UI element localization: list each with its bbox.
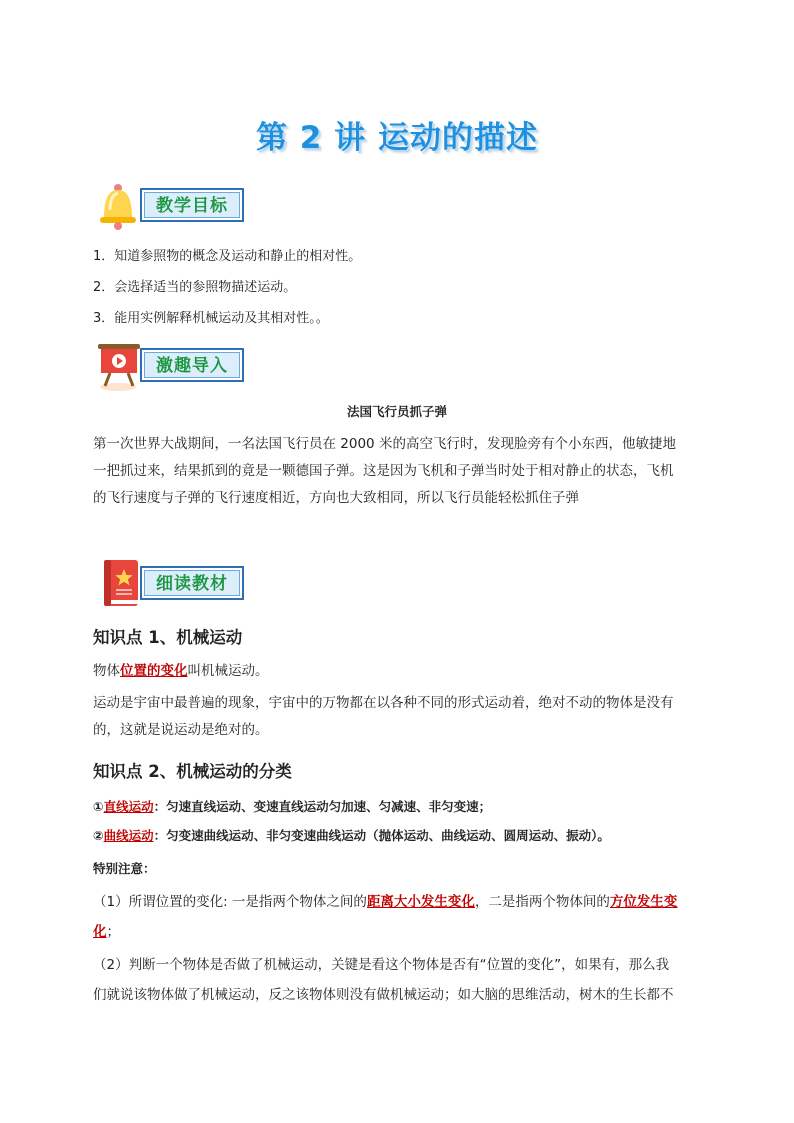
kp2-item-highlight: 曲线运动 — [103, 828, 154, 843]
kp2-note-highlight: 距离大小发生变化 — [366, 894, 475, 910]
kp2-note-text: （1）所谓位置的变化: 一是指两个物体之间的 — [93, 894, 367, 910]
goals-list — [93, 243, 705, 332]
section-header-reading — [96, 558, 266, 610]
section-header-goals — [96, 180, 266, 232]
kp2-note-highlight: 方位发生变 — [609, 894, 678, 910]
kp2-note-highlight: 化 — [93, 924, 107, 940]
story-line: 的飞行速度与子弹的飞行速度相近，方向也大致相同，所以飞行员能轻松抓住子弹 — [93, 490, 579, 506]
section-label-box — [140, 188, 244, 222]
kp2-item-number: ② — [93, 828, 104, 843]
kp1-def-text: 物体 — [93, 663, 120, 679]
kp2-note-line: （2）判断一个物体是否做了机械运动，关键是看这个物体是否有“位置的变化”，如果有，那么我 — [93, 957, 670, 973]
knowledge-point-1-heading: 知识点 1、机械运动 — [93, 628, 243, 647]
book-icon — [96, 558, 144, 610]
section-label-box — [140, 348, 244, 382]
kp1-def-text: 叫机械运动。 — [187, 663, 269, 679]
story-title: 法国飞行员抓子弹 — [346, 404, 447, 419]
section-label: 细读教材 — [144, 570, 240, 596]
kp1-definition — [93, 658, 705, 685]
goal-item: 3．能用实例解释机械运动及其相对性。。 — [93, 311, 329, 326]
section-label: 激趣导入 — [144, 352, 240, 378]
story-line: 第一次世界大战期间，一名法国飞行员在 2000 米的高空飞行时，发现脸旁有个小东西，他敏捷地 — [93, 436, 676, 452]
bell-icon — [96, 180, 144, 232]
kp2-note-1 — [93, 887, 705, 947]
kp2-item-number: ① — [93, 799, 104, 814]
story-line: 一把抓过来，结果抓到的竟是一颗德国子弹。这是因为飞机和子弹当时处于相对静止的状态，飞机 — [93, 463, 674, 479]
page-title: 第 2 讲 运动的描述 — [256, 120, 538, 156]
kp2-item-1 — [93, 793, 705, 820]
kp2-note-text: ； — [106, 924, 120, 940]
section-header-intro — [96, 340, 266, 392]
kp2-note-line: 们就说该物体做了机械运动，反之该物体则没有做机械运动；如大脑的思维活动，树木的生长都不 — [93, 987, 674, 1003]
kp1-line: 运动是宇宙中最普遍的现象，宇宙中的万物都在以各种不同的形式运动着，绝对不动的物体是没有 — [93, 695, 674, 711]
section-label: 教学目标 — [144, 192, 240, 218]
kp1-explanation — [93, 690, 705, 744]
kp2-item-text: ：匀速直线运动、变速直线运动匀加速、匀减速、非匀变速； — [153, 799, 492, 814]
kp1-def-highlight: 位置的变化 — [120, 663, 188, 679]
kp2-item-2 — [93, 822, 705, 849]
goal-item: 2．会选择适当的参照物描述运动。 — [93, 280, 297, 295]
section-label-box — [140, 566, 244, 600]
story-text — [93, 431, 705, 512]
kp2-note-label: 特别注意： — [93, 861, 156, 876]
presentation-board-icon — [96, 340, 144, 392]
kp2-note-2 — [93, 950, 705, 1010]
kp2-item-text: ：匀变速曲线运动、非匀变速曲线运动（抛体运动、曲线运动、圆周运动、振动）。 — [153, 828, 610, 843]
kp2-note-text: ，二是指两个物体间的 — [474, 894, 610, 910]
kp1-line: 的，这就是说运动是绝对的。 — [93, 722, 269, 738]
knowledge-point-2-heading: 知识点 2、机械运动的分类 — [93, 762, 292, 781]
kp2-item-highlight: 直线运动 — [103, 799, 154, 814]
goal-item: 1．知道参照物的概念及运动和静止的相对性。 — [93, 249, 362, 264]
